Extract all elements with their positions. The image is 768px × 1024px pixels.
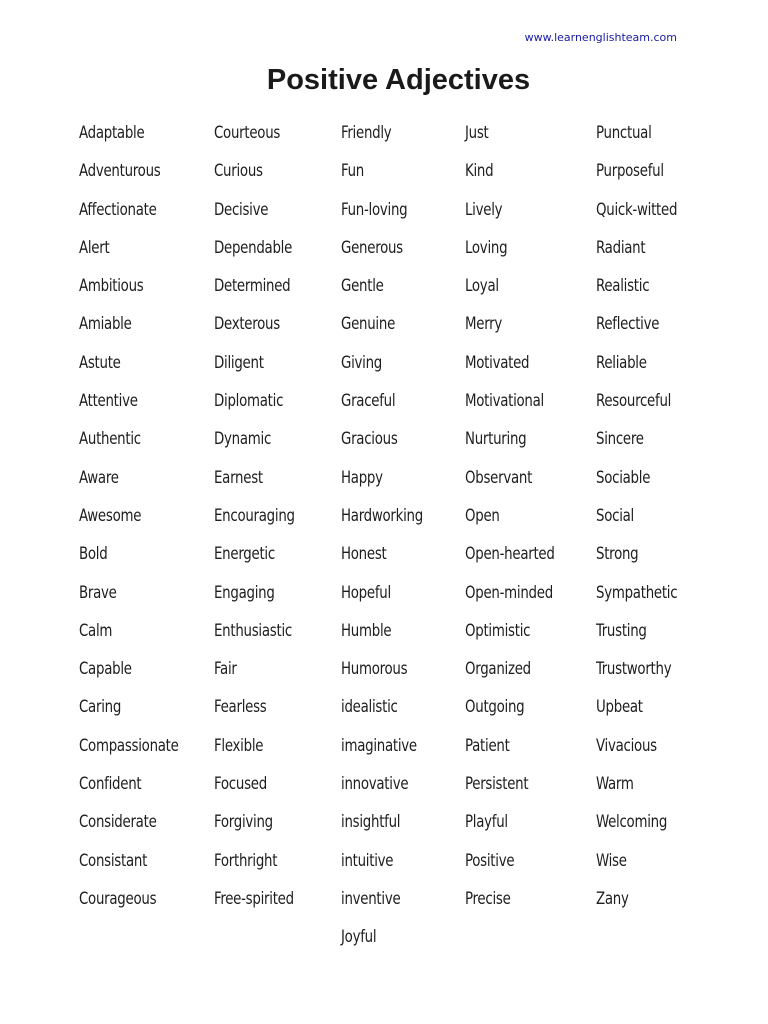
adjective-item: Playful (465, 812, 508, 832)
adjective-item: Patient (465, 735, 510, 755)
adjective-item: Considerate (79, 812, 157, 832)
adjective-item: intuitive (341, 850, 394, 870)
adjective-item: Courageous (79, 888, 157, 908)
adjective-item: Loving (465, 237, 508, 257)
adjective-item: Amiable (79, 314, 132, 334)
adjective-item: Persistent (465, 774, 529, 794)
adjective-item: Capable (79, 659, 132, 679)
adjective-item: Sincere (596, 429, 644, 449)
adjective-item: Sympathetic (596, 582, 678, 602)
adjective-item: Adaptable (79, 123, 145, 142)
adjective-item: Graceful (341, 391, 396, 411)
website-link[interactable]: www.learnenglishteam.com (524, 31, 677, 44)
adjective-item: Bold (79, 544, 108, 564)
adjective-item: Ambitious (79, 276, 144, 296)
adjective-item: Merry (465, 314, 503, 334)
adjective-item: Encouraging (214, 505, 295, 525)
adjective-item: Alert (79, 237, 110, 257)
adjective-item: idealistic (341, 697, 398, 717)
adjective-item: inventive (341, 888, 401, 908)
adjective-item: Adventurous (79, 161, 161, 181)
adjective-item: Radiant (596, 237, 646, 257)
adjective-item: Calm (79, 620, 113, 640)
adjective-item: Observant (465, 467, 533, 487)
adjective-item: Motivational (465, 391, 544, 411)
adjective-item: Wise (596, 850, 627, 870)
adjective-item: Forgiving (214, 812, 273, 832)
adjective-item: Gracious (341, 429, 398, 449)
adjective-item: Motivated (465, 352, 530, 372)
adjective-item: Vivacious (596, 735, 657, 755)
adjective-item: Happy (341, 467, 383, 487)
adjective-item: Generous (341, 237, 403, 257)
adjective-item: Authentic (79, 429, 141, 449)
adjective-item: Fun (341, 161, 365, 181)
adjective-item: Trustworthy (596, 659, 672, 679)
adjective-item: Quick-witted (596, 199, 678, 219)
adjective-item: Realistic (596, 276, 650, 296)
adjective-item: Caring (79, 697, 122, 717)
adjective-item: Courteous (214, 123, 281, 142)
adjective-item: Hardworking (341, 505, 423, 525)
adjective-item: Humble (341, 620, 392, 640)
adjective-item: Dynamic (214, 429, 272, 449)
adjective-item: Upbeat (596, 697, 643, 717)
adjective-item: Just (465, 123, 489, 142)
adjective-item: Loyal (465, 276, 499, 296)
adjective-item: Honest (341, 544, 387, 564)
adjective-item: Outgoing (465, 697, 525, 717)
adjective-item: Diplomatic (214, 391, 284, 411)
adjective-item: Decisive (214, 199, 269, 219)
adjective-item: Consistant (79, 850, 148, 870)
adjective-item: Astute (79, 352, 121, 372)
adjective-item: Sociable (596, 467, 651, 487)
adjective-item: Organized (465, 659, 531, 679)
adjective-item: Reflective (596, 314, 660, 334)
adjective-item: Fun-loving (341, 199, 408, 219)
adjective-item: Compassionate (79, 735, 179, 755)
adjective-item: Hopeful (341, 582, 391, 602)
adjective-item: insightful (341, 812, 401, 832)
page-title: Positive Adjectives (266, 64, 531, 96)
adjective-item: Genuine (341, 314, 396, 334)
adjective-item: Positive (465, 850, 515, 870)
adjective-item: Free-spirited (214, 888, 294, 908)
adjective-item: Brave (79, 582, 117, 602)
adjective-column-5 (596, 118, 686, 922)
adjective-item: Open-hearted (465, 544, 555, 564)
adjective-item: Lively (465, 199, 503, 219)
adjective-item: Engaging (214, 582, 275, 602)
adjective-item: Reliable (596, 352, 647, 372)
adjective-item: Zany (596, 888, 629, 908)
adjective-item: Friendly (341, 123, 392, 142)
adjective-item: Dependable (214, 237, 293, 257)
adjective-item: Giving (341, 352, 383, 372)
adjective-item: Resourceful (596, 391, 672, 411)
adjective-item: Diligent (214, 352, 264, 372)
adjective-item: Warm (596, 774, 634, 794)
adjective-item: Earnest (214, 467, 263, 487)
adjective-item: Dexterous (214, 314, 280, 334)
adjective-item: Awesome (79, 505, 142, 525)
adjective-item: Determined (214, 276, 291, 296)
adjective-item: Optimistic (465, 620, 531, 640)
adjective-item: Strong (596, 544, 639, 564)
adjective-grid (0, 118, 768, 968)
adjective-item: Focused (214, 774, 267, 794)
adjective-item: Purposeful (596, 161, 664, 181)
adjective-item: Kind (465, 161, 494, 181)
adjective-item: imaginative (341, 735, 417, 755)
adjective-item: Curious (214, 161, 263, 181)
adjective-item: Gentle (341, 276, 384, 296)
adjective-item: Nurturing (465, 429, 527, 449)
adjective-column-3 (341, 118, 432, 961)
adjective-item: Confident (79, 774, 142, 794)
adjective-item: Punctual (596, 123, 652, 142)
adjective-item: Trusting (596, 620, 647, 640)
adjective-item: Fearless (214, 697, 267, 717)
adjective-item: Attentive (79, 391, 138, 411)
adjective-item: Flexible (214, 735, 264, 755)
adjective-item: Energetic (214, 544, 275, 564)
adjective-item: Joyful (341, 927, 377, 947)
adjective-item: Forthright (214, 850, 278, 870)
adjective-item: Open (465, 505, 500, 525)
adjective-item: Enthusiastic (214, 620, 292, 640)
adjective-item: Precise (465, 888, 511, 908)
adjective-column-4 (465, 118, 565, 922)
adjective-item: Aware (79, 467, 119, 487)
adjective-item: Humorous (341, 659, 408, 679)
adjective-item: Affectionate (79, 199, 157, 219)
adjective-column-2 (214, 118, 304, 922)
adjective-column-1 (79, 118, 190, 922)
adjective-item: innovative (341, 774, 409, 794)
adjective-item: Social (596, 505, 634, 525)
adjective-item: Welcoming (596, 812, 668, 832)
adjective-item: Fair (214, 659, 237, 679)
adjective-item: Open-minded (465, 582, 553, 602)
